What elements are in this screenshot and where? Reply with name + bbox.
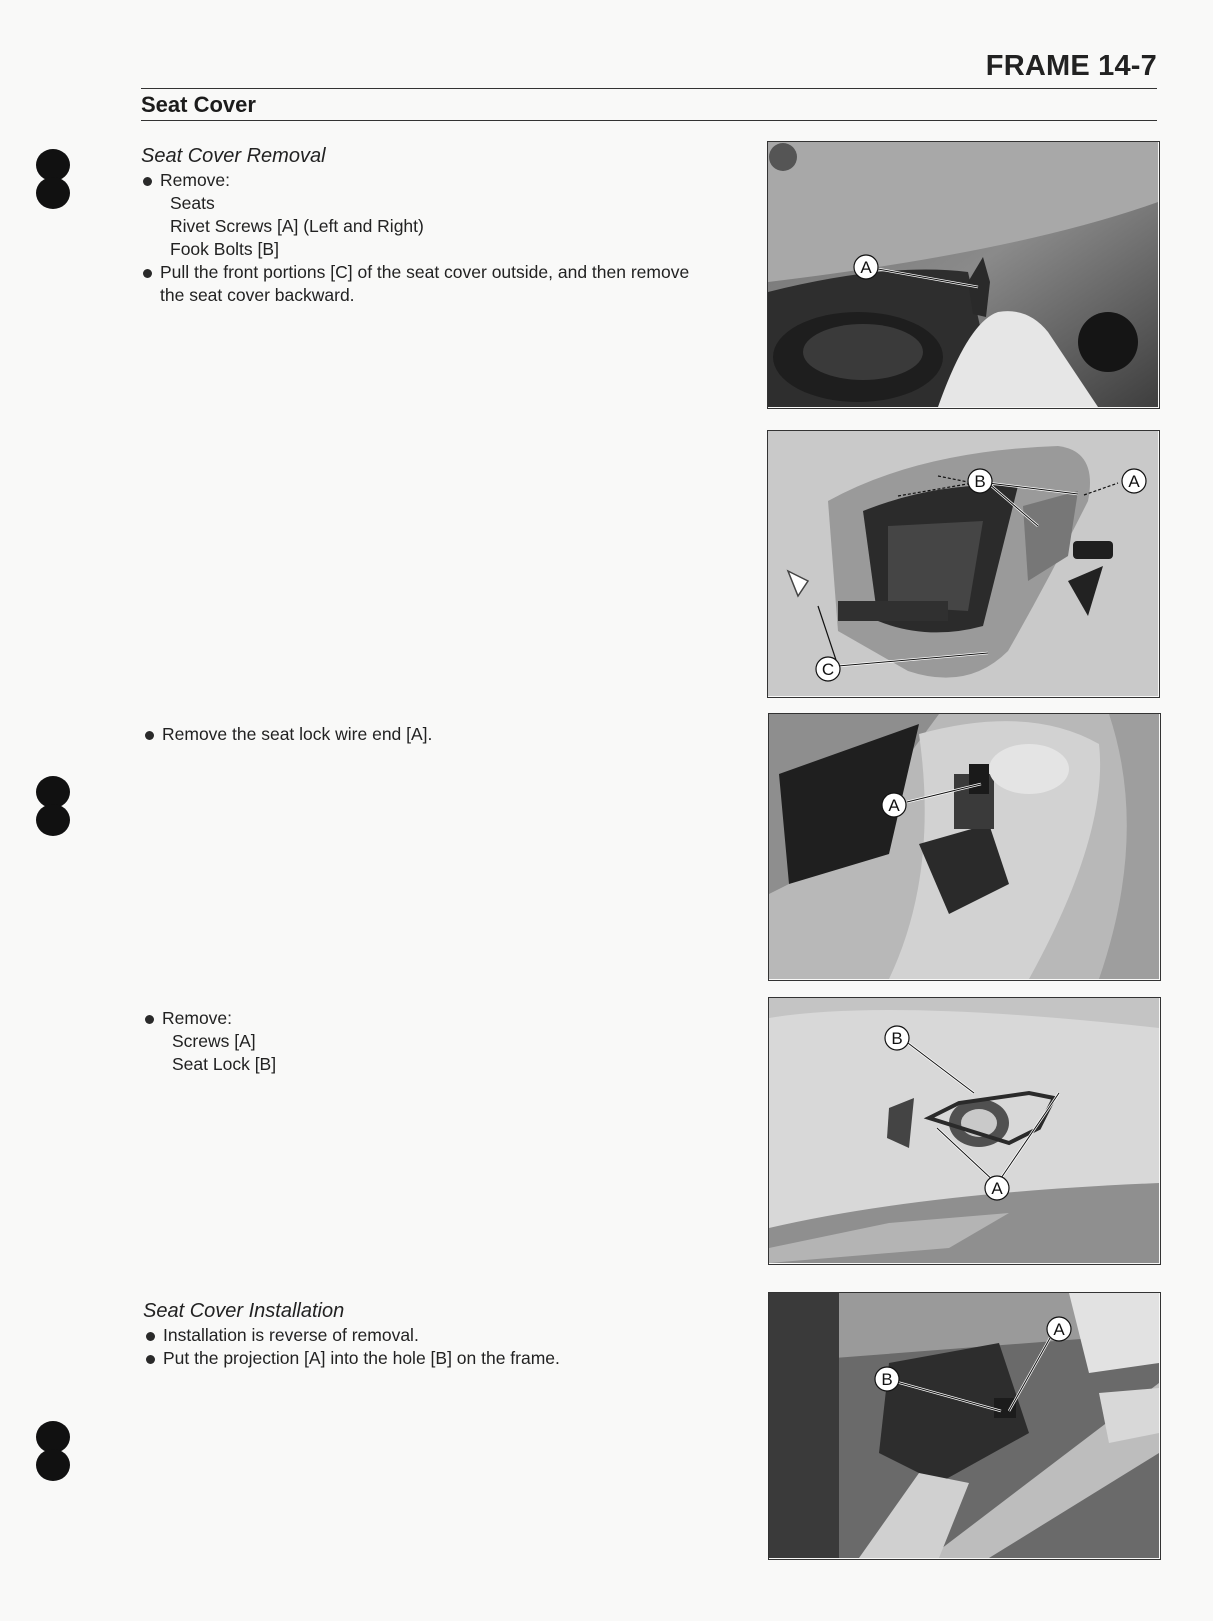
installation-step2: Put the projection [A] into the hole [B] on the frame. — [163, 1348, 560, 1368]
figure-3-photo — [768, 713, 1161, 981]
figure-2-callout-a: A — [1128, 472, 1140, 491]
header-rule — [141, 88, 1157, 89]
removal-item-seat-lock: Seat Lock [B] — [172, 1054, 277, 1074]
figure-1-callout-a: A — [860, 258, 872, 277]
figure-3-callout-a: A — [888, 796, 900, 815]
removal-step3: Remove the seat lock wire end [A]. — [162, 724, 433, 744]
installation-step1: Installation is reverse of removal. — [163, 1325, 419, 1345]
removal-item-seats: Seats — [170, 193, 215, 213]
removal-item-screws: Screws [A] — [172, 1031, 256, 1051]
figure-5-callout-a: A — [1053, 1320, 1065, 1339]
removal-heading: Seat Cover Removal — [141, 145, 326, 167]
section-title: Seat Cover — [141, 92, 256, 117]
figure-2-photo — [767, 430, 1160, 698]
binder-hole-top — [33, 148, 73, 210]
removal-step2-line2: the seat cover backward. — [160, 285, 355, 305]
section-rule — [141, 120, 1157, 121]
binder-hole-bottom — [33, 1420, 73, 1482]
removal-item-fook-bolts: Fook Bolts [B] — [170, 239, 279, 259]
removal-step1: Remove: — [160, 170, 231, 190]
removal-step4: Remove: — [162, 1008, 233, 1028]
figure-4-callout-a: A — [991, 1179, 1003, 1198]
page-header-title: FRAME 14-7 — [985, 50, 1157, 82]
installation-heading: Seat Cover Installation — [143, 1300, 345, 1322]
figure-2-callout-b: B — [974, 472, 986, 491]
binder-hole-middle — [33, 775, 73, 837]
figure-2-callout-c: C — [821, 660, 835, 679]
figure-5-photo — [768, 1292, 1161, 1560]
figure-4-photo — [768, 997, 1161, 1265]
figure-4-callout-b: B — [891, 1029, 903, 1048]
removal-step2-line1: Pull the front portions [C] of the seat cover outside, and then remove — [160, 262, 690, 282]
removal-item-rivet-screws: Rivet Screws [A] (Left and Right) — [170, 216, 424, 236]
figure-5-callout-b: B — [881, 1370, 893, 1389]
figure-1-photo — [767, 141, 1160, 409]
